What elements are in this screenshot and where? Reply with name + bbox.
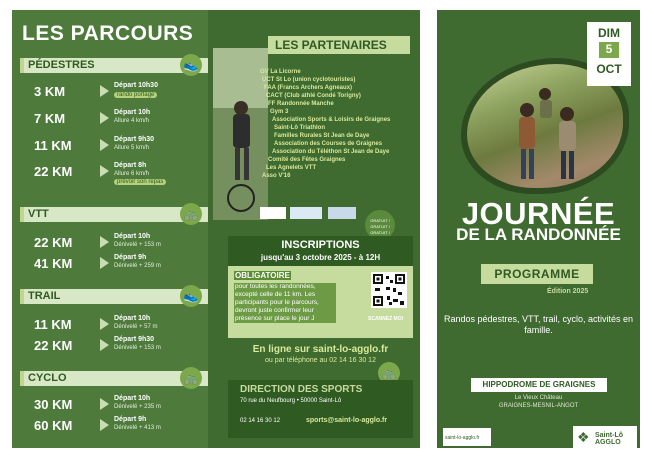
edition-label: Édition 2025 <box>547 288 589 295</box>
direction-email[interactable]: sports@saint-lo-agglo.fr <box>306 417 388 424</box>
qr-code[interactable] <box>371 272 407 308</box>
route-start: Départ 9h30 <box>114 336 155 343</box>
partenaires-title: LES PARTENAIRES <box>275 38 387 52</box>
direction-box <box>228 380 413 438</box>
partner-item: Familles Rurales St Jean de Daye <box>274 133 370 139</box>
parcours-title: LES PARCOURS <box>22 22 194 45</box>
arrow-icon <box>100 165 109 177</box>
route-start: Départ 10h <box>114 233 151 240</box>
site-url: saint-lo-agglo.fr <box>445 435 480 441</box>
partenaires-header <box>268 36 410 54</box>
footer <box>437 426 640 448</box>
online-info <box>228 344 413 364</box>
route-km: 41 KM <box>34 256 73 271</box>
arrow-icon <box>100 112 109 124</box>
programme-text: PROGRAMME <box>494 267 580 281</box>
route-row <box>34 82 204 104</box>
arrow-icon <box>100 85 109 97</box>
route-start: Départ 9h30 <box>114 136 155 143</box>
location-name: HIPPODROME DE GRAIGNES <box>482 380 596 389</box>
partner-item: Les Agnelets VTT <box>266 165 317 171</box>
partner-item: Gym 3 <box>270 109 289 115</box>
bike-icon: 🚲 <box>378 362 400 384</box>
partner-item: Association du Téléthon St Jean de Daye <box>272 149 390 155</box>
category-label: VTT <box>28 208 49 220</box>
partner-item: Saint-Lô Triathlon <box>274 125 325 131</box>
arrow-icon <box>100 339 109 351</box>
arrow-icon <box>100 318 109 330</box>
category-label: PÉDESTRES <box>28 59 95 71</box>
category-trail <box>20 289 208 304</box>
route-note: rando portage <box>114 92 157 98</box>
direction-title: DIRECTION DES SPORTS <box>240 384 363 395</box>
partner-list <box>260 68 410 180</box>
route-row <box>34 162 204 184</box>
partner-logo <box>328 207 356 219</box>
agglo-site-logo <box>443 428 491 446</box>
online-link[interactable]: En ligne sur saint-lo-agglo.fr <box>252 344 389 355</box>
saint-lo-agglo-logo <box>573 426 637 448</box>
arrow-icon <box>100 236 109 248</box>
arrow-icon <box>100 257 109 269</box>
event-subtitle: DE LA RANDONNÉE <box>456 225 621 244</box>
phone-info: ou par téléphone au 02 14 16 30 12 <box>265 357 376 364</box>
event-description: Randos pédestres, VTT, trail, cyclo, activités en famille. <box>443 314 634 335</box>
route-km: 22 KM <box>34 338 73 353</box>
partner-item: Asso V'16 <box>262 173 291 179</box>
event-panel <box>437 10 640 448</box>
partner-logo <box>290 207 322 219</box>
shoe-icon: 👟 <box>180 285 202 307</box>
route-km: 22 KM <box>34 164 73 179</box>
obligatoire-box <box>228 266 413 338</box>
direction-address: 70 rue du Neufbourg • 50000 Saint-Lô <box>240 398 342 404</box>
category-label: CYCLO <box>28 372 67 384</box>
arrow-icon <box>100 398 109 410</box>
route-detail: Allure 4 km/h <box>114 118 150 124</box>
inscriptions-title: INSCRIPTIONS <box>281 239 360 251</box>
direction-phone: 02 14 16 30 12 <box>240 418 281 424</box>
gratuit-badge: GRATUIT ! GRATUIT ! GRATUIT ! <box>365 210 395 240</box>
route-detail: Dénivelé + 259 m <box>114 263 161 269</box>
bike-icon: 🚲 <box>180 203 202 225</box>
route-row <box>34 233 204 255</box>
category-label: TRAIL <box>28 290 61 302</box>
route-row <box>34 395 204 417</box>
route-detail: Allure 6 km/h <box>114 171 150 177</box>
date-month: OCT <box>596 62 622 76</box>
logo-text: Saint-Lô AGGLO <box>595 432 623 446</box>
category-pedestres <box>20 58 208 73</box>
location-box <box>471 378 607 392</box>
route-km: 22 KM <box>34 235 73 250</box>
partner-item: Association Sports & Loisirs de Graignes <box>272 117 391 123</box>
date-num: 5 <box>599 42 619 58</box>
shoe-icon: 👟 <box>180 54 202 76</box>
route-detail: Dénivelé + 153 m <box>114 242 161 248</box>
category-cyclo <box>20 371 208 386</box>
route-detail: Dénivelé + 235 m <box>114 404 161 410</box>
partner-item: Association des Courses de Graignes <box>274 141 383 147</box>
arrow-icon <box>100 139 109 151</box>
route-row <box>34 315 204 337</box>
route-row <box>34 336 204 358</box>
partner-item: GV La Licorne <box>260 69 301 75</box>
route-start: Départ 9h <box>114 416 147 423</box>
route-detail: Dénivelé + 57 m <box>114 324 158 330</box>
route-detail: Dénivelé + 413 m <box>114 425 161 431</box>
route-start: Départ 9h <box>114 254 147 261</box>
scan-label: SCANNEZ MOI <box>368 316 403 322</box>
route-start: Départ 8h <box>114 162 147 169</box>
route-row <box>34 136 204 158</box>
location-sub1: Le Vieux Château <box>514 395 563 401</box>
route-row <box>34 109 204 131</box>
route-start: Départ 10h <box>114 109 151 116</box>
route-km: 3 KM <box>34 84 66 99</box>
route-km: 60 KM <box>34 418 73 433</box>
route-start: Départ 10h <box>114 395 151 402</box>
obligatoire-title: OBLIGATOIRE <box>235 271 290 280</box>
programme-label <box>481 264 593 284</box>
route-row <box>34 416 204 438</box>
route-note: prévoir son repas <box>114 179 166 185</box>
partenaires-panel <box>208 10 420 448</box>
arrow-icon <box>100 419 109 431</box>
date-day: DIM <box>598 26 620 40</box>
partner-item: Comité des Fêtes Graignes <box>268 157 346 163</box>
route-km: 11 KM <box>34 317 72 332</box>
logo-icon: ❖ <box>577 429 590 445</box>
category-vtt <box>20 207 208 222</box>
partner-logo <box>260 207 286 219</box>
route-start: Départ 10h30 <box>114 82 158 89</box>
route-km: 7 KM <box>34 111 66 126</box>
route-km: 11 KM <box>34 138 72 153</box>
partner-item: FF Randonnée Manche <box>268 101 334 107</box>
partner-item: CACT (Club athlé Condé Torigny) <box>266 93 361 99</box>
bike-icon: 🚲 <box>180 367 202 389</box>
location-sub2: GRAIGNES-MESNIL-ANGOT <box>498 403 579 409</box>
inscriptions-header <box>228 236 413 268</box>
route-detail: Dénivelé + 153 m <box>114 345 161 351</box>
partner-item: FAA (Francs Archers Agneaux) <box>264 85 353 91</box>
partner-item: UCT St Lo (union cyclotouristes) <box>262 77 356 83</box>
route-detail: Allure 5 km/h <box>114 145 150 151</box>
event-title: JOURNÉE <box>461 196 616 231</box>
route-row <box>34 254 204 276</box>
route-km: 30 KM <box>34 397 73 412</box>
inscriptions-date: jusqu'au 3 octobre 2025 - à 12H <box>260 253 381 262</box>
parcours-panel <box>12 10 208 448</box>
obligatoire-text: pour toutes les randonnées, excepté celle de 11 km. Les participants pour le parcours, devront juste confirmer leur présence sur place le jour J <box>234 283 336 323</box>
date-box <box>587 22 631 86</box>
route-start: Départ 10h <box>114 315 151 322</box>
